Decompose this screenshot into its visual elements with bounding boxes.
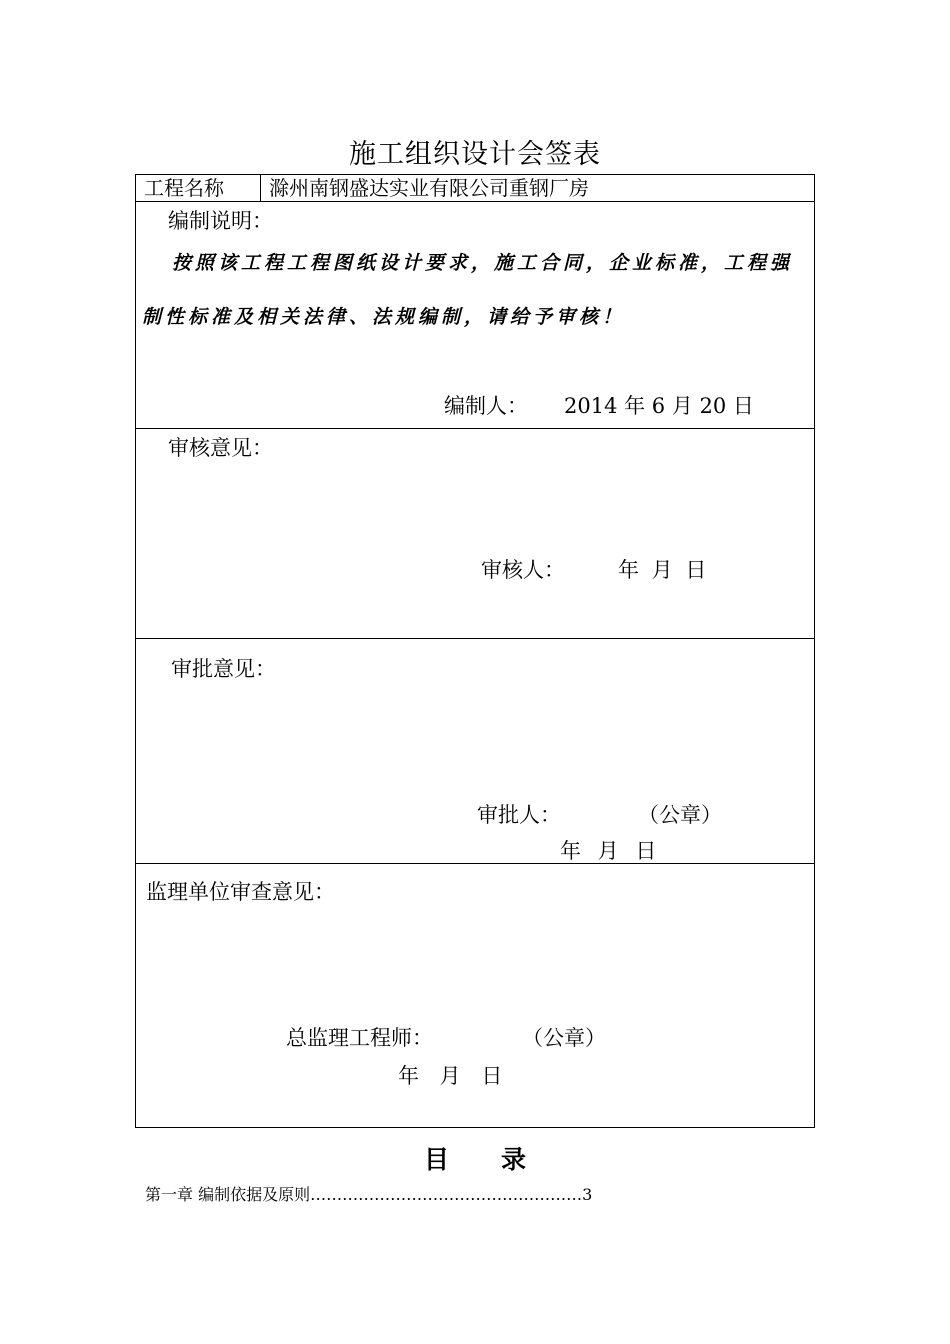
review-label: 审核意见： — [168, 436, 273, 460]
toc-title-char-2: 录 — [501, 1145, 527, 1174]
description-body: 按照该工程工程图纸设计要求，施工合同，企业标准，工程强制性标准及相关法律、法规编制，请给予审核！ — [142, 252, 794, 328]
chief-engineer-label: 总监理工程师： — [286, 1026, 433, 1050]
review-date: 年 月 日 — [618, 558, 707, 582]
signoff-form — [135, 174, 815, 1128]
project-name-value: 滁州南钢盛达实业有限公司重钢厂房 — [269, 176, 589, 200]
supervision-label: 监理单位审查意见： — [146, 880, 335, 904]
toc-title — [0, 1140, 950, 1176]
approval-label: 审批意见： — [171, 657, 276, 681]
description-label: 编制说明： — [168, 209, 273, 233]
supervision-seal: （公章） — [522, 1026, 606, 1050]
project-name-label: 工程名称 — [144, 175, 261, 201]
supervision-date: 年 月 日 — [398, 1064, 503, 1088]
approver-label: 审批人： — [477, 803, 561, 827]
approval-seal: （公章） — [638, 803, 722, 827]
toc-title-char-1: 目 — [423, 1145, 449, 1174]
approval-section — [136, 639, 814, 864]
description-section — [136, 202, 814, 429]
supervision-section — [136, 864, 814, 1127]
page-title: 施工组织设计会签表 — [349, 139, 601, 170]
description-date: 2014 年 6 月 20 日 — [564, 394, 754, 418]
approval-date: 年 月 日 — [560, 839, 657, 863]
toc-entry[interactable]: 第一章 编制依据及原则……………………………………………3 — [145, 1185, 593, 1204]
review-section — [136, 429, 814, 639]
project-name-row — [136, 175, 814, 202]
reviewer-label: 审核人： — [481, 558, 565, 582]
author-label: 编制人： — [444, 394, 528, 418]
